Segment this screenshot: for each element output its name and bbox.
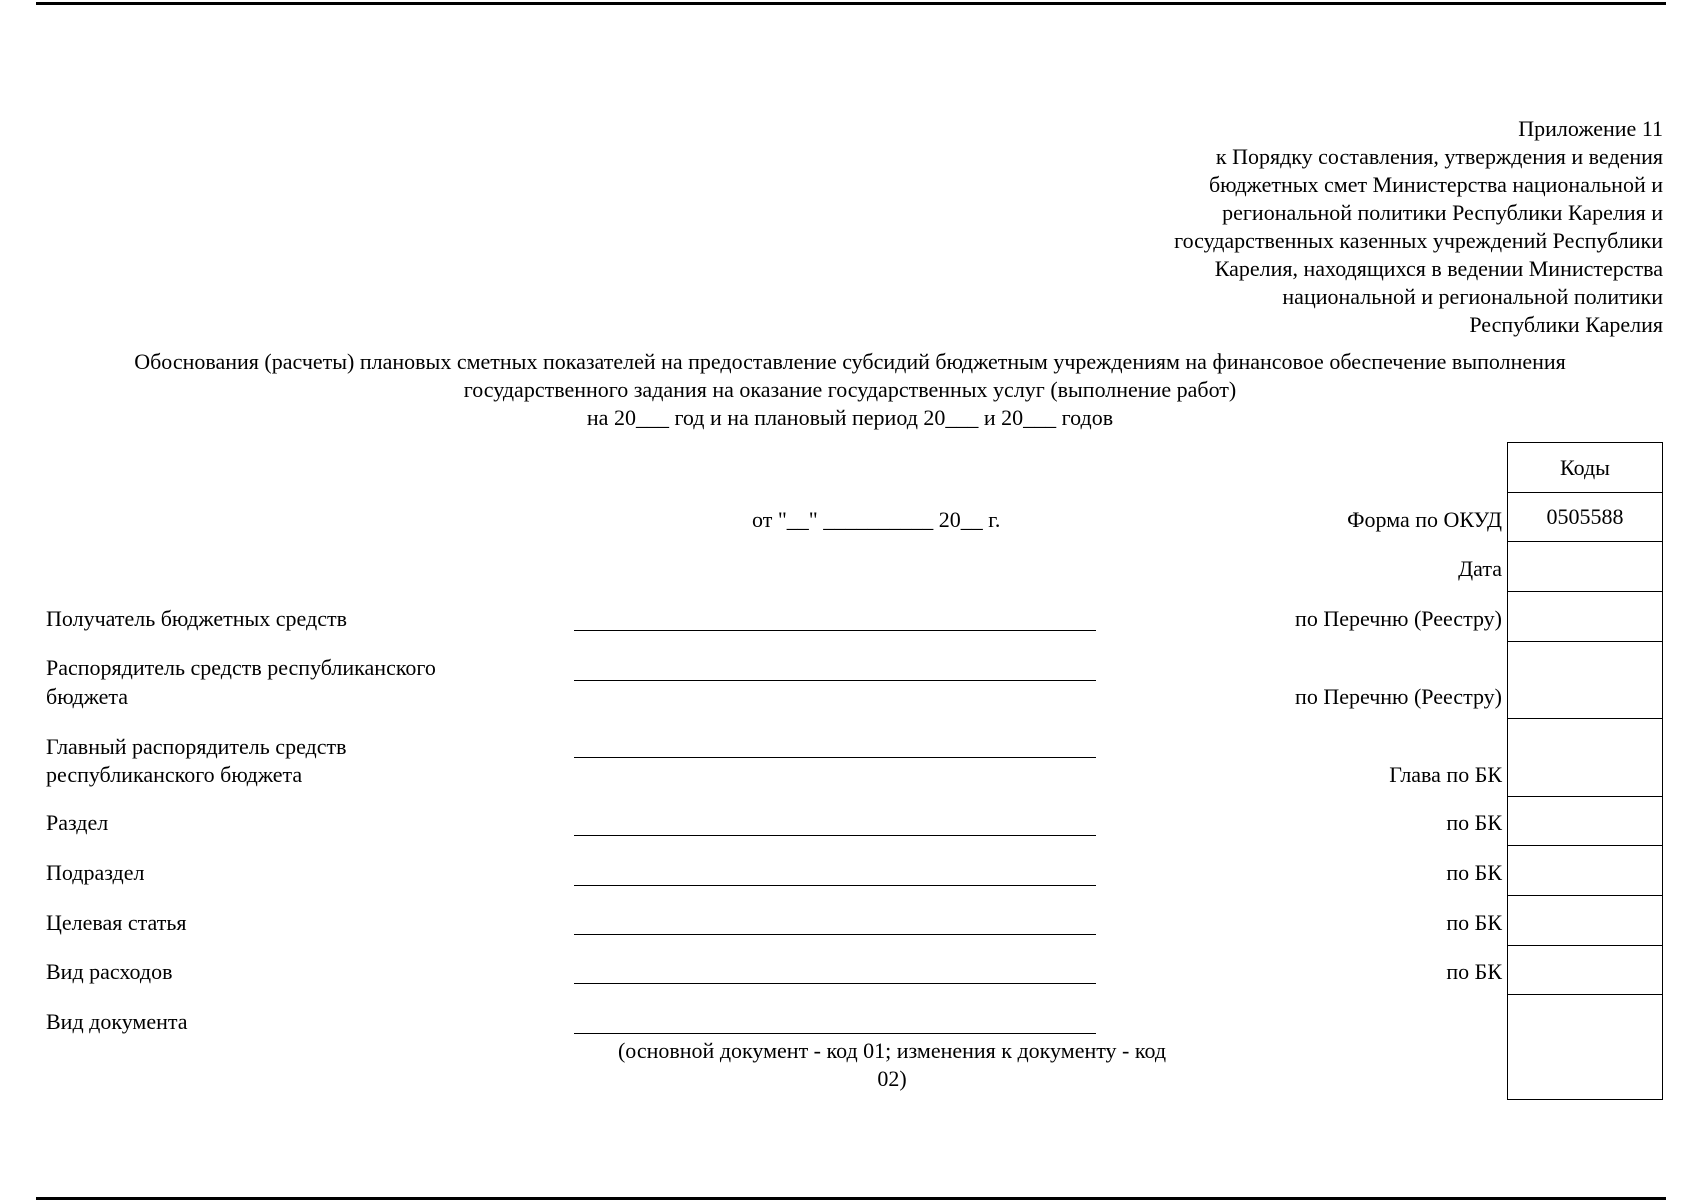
registry-label-1: по Перечню (Реестру) [1295,606,1502,631]
doctype-note-line-2: 02) [877,1066,907,1091]
manager-field[interactable] [574,680,1096,681]
document-title [40,348,1660,432]
section-code-cell[interactable] [1508,797,1663,846]
title-line-2: государственного задания на оказание государственных услуг (выполнение работ) [463,377,1237,402]
appendix-line: Приложение 11 [1518,116,1663,141]
chief-manager-field[interactable] [574,757,1096,758]
chapter-code-cell[interactable] [1508,719,1663,797]
recipient-label: Получатель бюджетных средств [46,606,347,631]
doctype-note [574,1037,1210,1093]
appendix-line: региональной политики Республики Карелия и [1222,200,1663,225]
title-line-1: Обоснования (расчеты) плановых сметных показателей на предоставление субсидий бюджетным учреждениям на финансовое обеспечение выполнения [134,349,1566,374]
registry-code-cell-2[interactable] [1508,642,1663,719]
subsection-field[interactable] [574,885,1096,886]
registry-code-cell-1[interactable] [1508,592,1663,642]
recipient-field[interactable] [574,630,1096,631]
title-line-3: на 20___ год и на плановый период 20___ и 20___ годов [586,405,1114,430]
okud-code-cell: 0505588 [1508,493,1663,542]
target-field[interactable] [574,934,1096,935]
okud-label: Форма по ОКУД [1347,507,1502,532]
target-label: Целевая статья [46,910,187,935]
doctype-note-line-1: (основной документ - код 01; изменения к документу - код [617,1038,1167,1063]
date-code-cell[interactable] [1508,542,1663,592]
doctype-field[interactable] [574,1033,1096,1034]
chapter-label: Глава по БК [1389,762,1502,787]
appendix-line: национальной и региональной политики [1282,284,1663,309]
expense-label: Вид расходов [46,959,173,984]
appendix-line: к Порядку составления, утверждения и ведения [1215,144,1663,169]
manager-label-line1: Распорядитель средств республиканского [46,655,436,680]
subsection-bk-label: по БК [1446,860,1502,885]
top-border-rule [36,2,1666,5]
section-field[interactable] [574,835,1096,836]
subsection-code-cell[interactable] [1508,846,1663,896]
appendix-line: государственных казенных учреждений Республики [1174,228,1663,253]
appendix-header [1103,115,1663,339]
target-code-cell[interactable] [1508,896,1663,946]
codes-header: Коды [1508,443,1663,493]
subsection-label: Подраздел [46,860,145,885]
date-line: от "__" __________ 20__ г. [752,507,1001,532]
expense-code-cell[interactable] [1508,946,1663,995]
doctype-code-cell[interactable] [1508,995,1663,1100]
appendix-line: Карелия, находящихся в ведении Министерства [1214,256,1663,281]
registry-label-2: по Перечню (Реестру) [1295,684,1502,709]
expense-field[interactable] [574,983,1096,984]
codes-table [1507,442,1663,1100]
section-bk-label: по БК [1446,810,1502,835]
chief-label-line2: республиканского бюджета [46,762,303,787]
manager-label-line2: бюджета [46,684,129,709]
doctype-label: Вид документа [46,1009,188,1034]
section-label: Раздел [46,810,109,835]
date-label: Дата [1458,556,1502,581]
appendix-line: бюджетных смет Министерства национальной и [1208,172,1663,197]
chief-label-line1: Главный распорядитель средств [46,734,347,759]
target-bk-label: по БК [1446,910,1502,935]
appendix-line: Республики Карелия [1469,312,1663,337]
expense-bk-label: по БК [1446,959,1502,984]
